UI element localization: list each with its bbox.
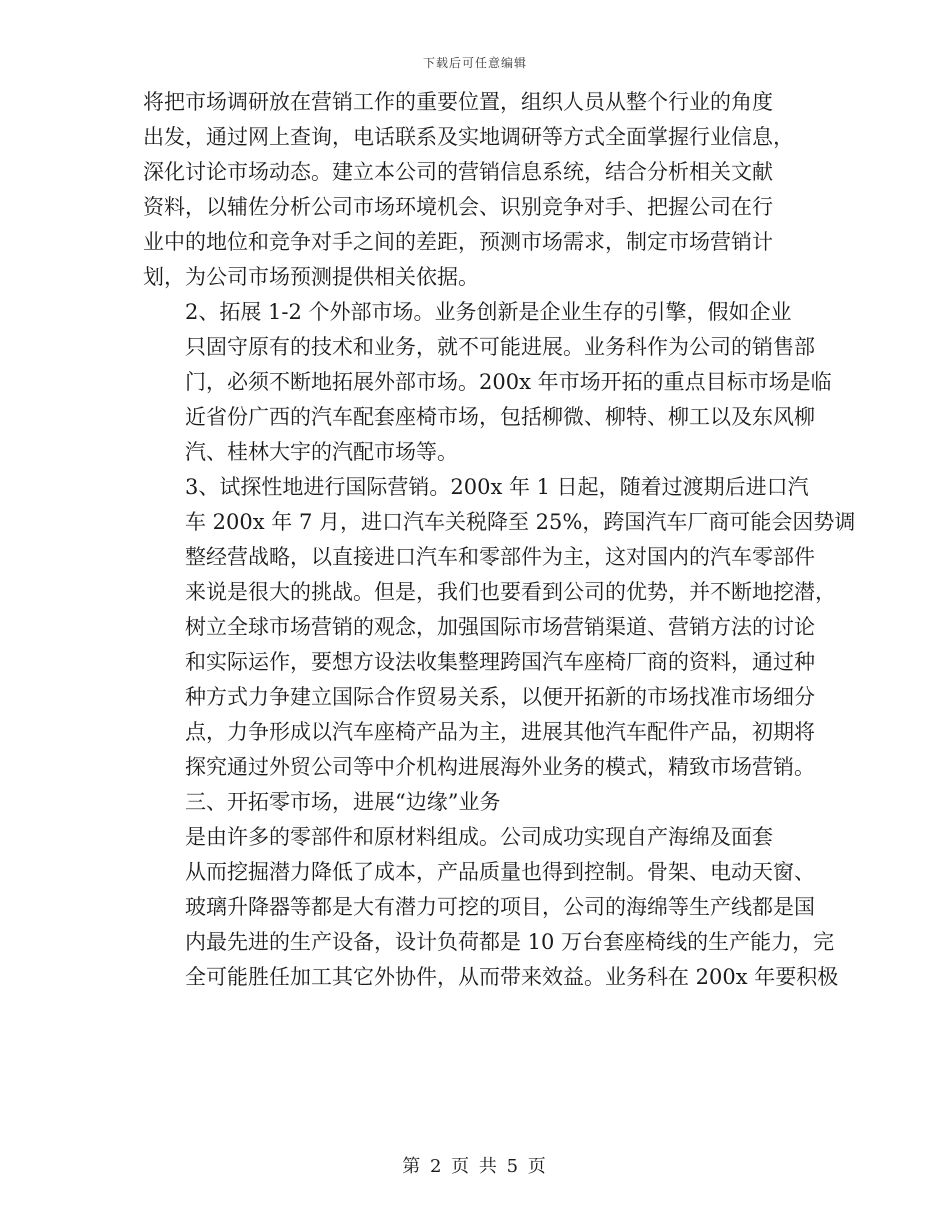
- text-line: 和实际运作，要想方设法收集整理跨国汽车座椅厂商的资料，通过种: [185, 650, 815, 674]
- text-line: 从而挖掘潜力降低了成本，产品质量也得到控制。骨架、电动天窗、: [185, 860, 815, 884]
- text-line: 种方式力争建立国际合作贸易关系，以便开拓新的市场找准市场细分: [185, 685, 815, 709]
- paragraph: [143, 295, 832, 470]
- text-line: 探究通过外贸公司等中介机构进展海外业务的模式，精致市场营销。: [185, 755, 815, 779]
- text-line: 点，力争形成以汽车座椅产品为主，进展其他汽车配件产品，初期将: [185, 720, 815, 744]
- page-header: 下载后可任意编辑: [422, 56, 527, 70]
- paragraph: [143, 820, 839, 995]
- text-line: 是由许多的零部件和原材料组成。公司成功实现自产海绵及面套: [185, 825, 773, 849]
- text-line: 3、试探性地进行国际营销。200x 年 1 日起，随着过渡期后进口汽: [185, 475, 809, 499]
- text-line: 内最先进的生产设备，设计负荷都是 10 万台套座椅线的生产能力，完: [185, 930, 835, 954]
- paragraph: [143, 470, 856, 785]
- text-line: 深化讨论市场动态。建立本公司的营销信息系统，结合分析相关文献: [143, 160, 773, 184]
- text-line: 只固守原有的技术和业务，就不可能进展。业务科作为公司的销售部: [185, 335, 815, 359]
- text-line: 全可能胜任加工其它外协件，从而带来效益。业务科在 200x 年要积极: [185, 965, 839, 989]
- text-line: 近省份广西的汽车配套座椅市场，包括柳微、柳特、柳工以及东风柳: [185, 405, 815, 429]
- text-line: 车 200x 年 7 月，进口汽车关税降至 25%，跨国汽车厂商可能会因势调: [185, 510, 856, 534]
- paragraph: [143, 785, 808, 820]
- text-line: 出发，通过网上查询，电话联系及实地调研等方式全面掌握行业信息，: [143, 125, 794, 149]
- text-line: 业中的地位和竞争对手之间的差距，预测市场需求，制定市场营销计: [143, 230, 773, 254]
- document-body: [143, 85, 856, 995]
- text-line: 整经营战略，以直接进口汽车和零部件为主，这对国内的汽车零部件: [185, 545, 815, 569]
- text-line: 来说是很大的挑战。但是，我们也要看到公司的优势，并不断地挖潜，: [185, 580, 836, 604]
- text-line: 三、开拓零市场，进展“边缘”业务: [185, 790, 501, 814]
- text-line: 将把市场调研放在营销工作的重要位置，组织人员从整个行业的角度: [143, 90, 773, 114]
- text-line: 玻璃升降器等都是大有潜力可挖的项目，公司的海绵等生产线都是国: [185, 895, 815, 919]
- text-line: 2、拓展 1-2 个外部市场。业务创新是企业生存的引擎，假如企业: [185, 300, 792, 324]
- page-number: 第 2 页 共 5 页: [402, 1156, 548, 1177]
- text-line: 资料，以辅佐分析公司市场环境机会、识别竞争对手、把握公司在行: [143, 195, 773, 219]
- paragraph: [143, 85, 808, 295]
- text-line: 树立全球市场营销的观念，加强国际市场营销渠道、营销方法的讨论: [185, 615, 815, 639]
- text-line: 划，为公司市场预测提供相关依据。: [143, 265, 479, 289]
- text-line: 汽、桂林大宇的汽配市场等。: [185, 440, 458, 464]
- text-line: 门，必须不断地拓展外部市场。200x 年市场开拓的重点目标市场是临: [185, 370, 832, 394]
